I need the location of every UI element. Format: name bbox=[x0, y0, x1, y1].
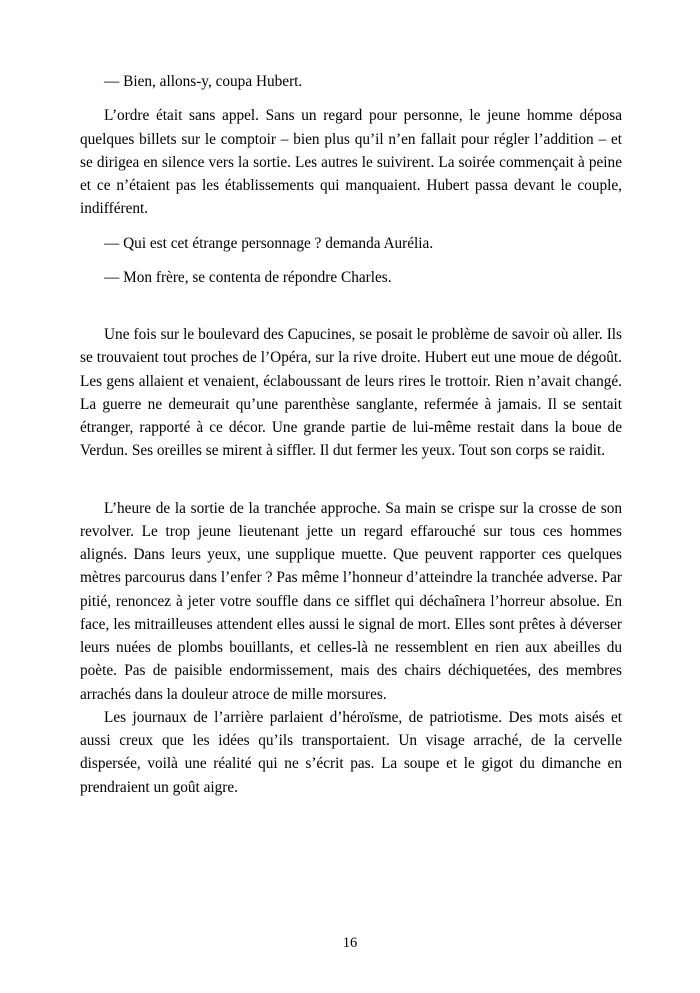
paragraph: Une fois sur le boulevard des Capucines, se posait le problème de savoir où aller. Ils se trouvaient tout proches de l’Opéra, sur la rive droite. Hubert eut une moue de dégoût. Les gens allaient et venaient, éclaboussant de leurs rires le trottoir. Rien n’avait changé. La guerre ne demeurait qu’une parenthèse sanglante, refermée à jamais. Il se sentait étranger, rapporté à ce décor. Une grande partie de lui-même restait dans la boue de Verdun. Ses oreilles se mirent à siffler. Il dut fermer les yeux. Tout son corps se raidit. bbox=[80, 326, 622, 460]
paragraph: Les journaux de l’arrière parlaient d’héroïsme, de patriotisme. Des mots aisés et aussi creux que les idées qu’ils transportaient. Un visage arraché, de la cervelle dispersée, voilà une réalité qui ne s’écrit pas. La soupe et le gigot du dimanche en prendraient un goût aigre. bbox=[80, 708, 622, 796]
section-spacer bbox=[80, 289, 622, 323]
paragraph-spacer bbox=[80, 93, 622, 104]
paragraph-spacer bbox=[80, 221, 622, 232]
page-number: 16 bbox=[342, 935, 358, 951]
paragraph: — Mon frère, se contenta de répondre Charles. bbox=[104, 268, 392, 286]
paragraph: L’ordre était sans appel. Sans un regard pour personne, le jeune homme déposa quelques billets sur le comptoir – bien plus qu’il n’en fallait pour régler l’addition – et se dirigea en silence vers la sortie. Les autres le suivirent. La soirée commençait à peine et ce n’étaient pas les établissements qui manquaient. Hubert passa devant le couple, indifférent. bbox=[80, 107, 622, 218]
paragraph: — Qui est cet étrange personnage ? demanda Aurélia. bbox=[104, 234, 434, 252]
paragraph-spacer bbox=[80, 255, 622, 266]
paragraph: — Bien, allons-y, coupa Hubert. bbox=[104, 73, 303, 90]
section-spacer bbox=[80, 463, 622, 497]
page-body bbox=[80, 70, 622, 799]
paragraph: L’heure de la sortie de la tranchée approche. Sa main se crispe sur la crosse de son revolver. Le trop jeune lieutenant jette un regard effarouché sur tous ces hommes alignés. Dans leurs yeux, une supplique muette. Que peuvent rapporter ces quelques mètres parcourus dans l’enfer ? Pas même l’honneur d’atteindre la tranchée adverse. Par pitié, renoncez à jeter votre souffle dans ce sifflet qui déchaînera l’horreur absolue. En face, les mitrailleuses attendent elles aussi le signal de mort. Elles sont prêtes à déverser leurs nuées de plombs bouillants, et celles-là ne ressemblent en rien aux abeilles du poète. Pas de paisible endormissement, mais des chairs déchiquetées, des membres arrachés dans la douleur atroce de mille morsures. bbox=[80, 499, 622, 703]
